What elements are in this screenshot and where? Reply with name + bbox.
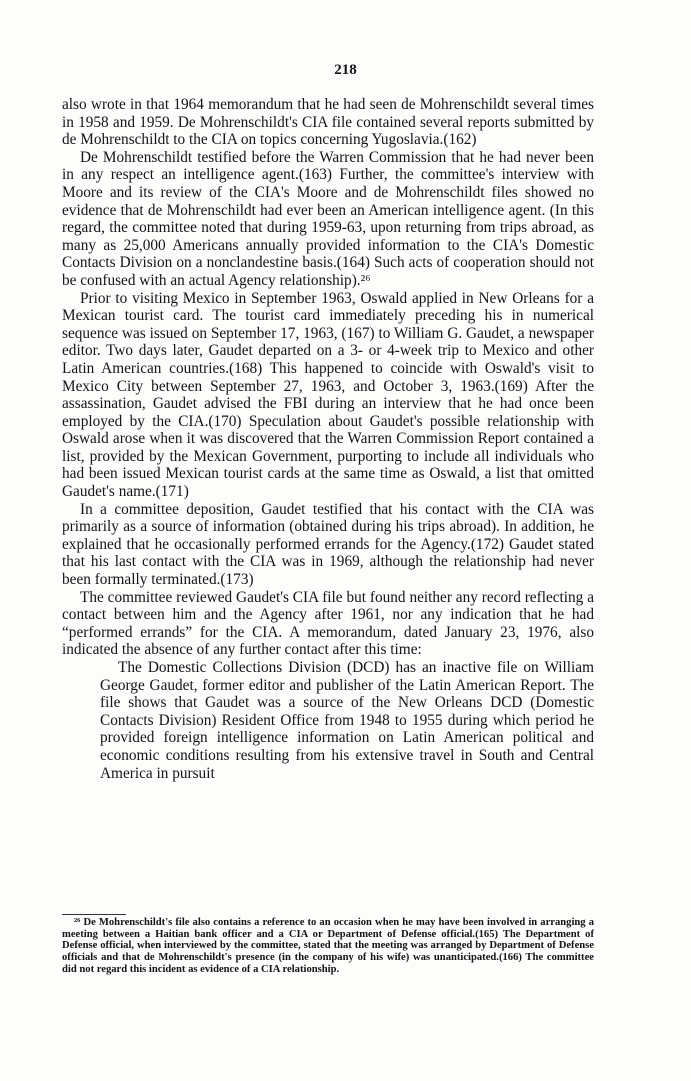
paragraph-5: The committee reviewed Gaudet's CIA file but found neither any record reflecting a contact between him and the Agency after 1961, nor any indication that he had “performed errands” for the CIA. A memorandum, dated January 23, 1976, also indicated the absence of any further contact after this time: bbox=[62, 588, 594, 659]
body-text bbox=[62, 96, 594, 782]
footnote-rule bbox=[62, 914, 126, 915]
blockquote bbox=[62, 659, 594, 782]
paragraph-4: In a committee deposition, Gaudet testified that his contact with the CIA was primarily as a source of information (obtained during his trips abroad). In addition, he explained that he occasionally performed errands for the Agency.(172) Gaudet stated that his last contact with the CIA was in 1969, although the relationship had never been formally terminated.(173) bbox=[62, 500, 594, 589]
paragraph-1: also wrote in that 1964 memorandum that he had seen de Mohrenschildt several times in 1958 and 1959. De Mohrenschildt's CIA file contained several reports submitted by de Mohrenschildt to the CIA on topics concerning Yugoslavia.(162) bbox=[62, 96, 594, 149]
footnote: ²⁶ De Mohrenschildt's file also contains a reference to an occasion when he may have been involved in arranging a meeting between a Haitian bank officer and a CIA or Department of Defense official.(165) The Department of Defense official, when interviewed by the committee, stated that the meeting was arranged by Department of Defense officials and that de Mohrenschildt's presence (in the company of his wife) was unanticipated.(166) The committee did not regard this incident as evidence of a CIA relationship. bbox=[62, 917, 594, 975]
page-number: 218 bbox=[334, 62, 357, 78]
paragraph-2: De Mohrenschildt testified before the Warren Commission that he had never been in any respect an intelligence agent.(163) Further, the committee's interview with Moore and its review of the CIA's Moore and de Mohrenschildt files showed no evidence that de Mohrenschildt had ever been an American intelligence agent. (In this regard, the committee noted that during 1959-63, upon returning from trips abroad, as many as 25,000 Americans annually provided information to the CIA's Domestic Contacts Division on a nonclandestine basis.(164) Such acts of cooperation should not be confused with an actual Agency relationship).²⁶ bbox=[62, 148, 594, 289]
blockquote-text: The Domestic Collections Division (DCD) has an inactive file on William George Gaudet, former editor and publisher of the Latin American Report. The file shows that Gaudet was a source of the New Orleans DCD (Domestic Contacts Division) Resident Office from 1948 to 1955 during which period he provided foreign intelligence information on Latin American political and economic conditions resulting from his extensive travel in South and Central America in pursuit bbox=[100, 659, 594, 782]
paragraph-3: Prior to visiting Mexico in September 1963, Oswald applied in New Orleans for a Mexican tourist card. The tourist card immediately preceding his in numerical sequence was issued on September 17, 1963, (167) to William G. Gaudet, a newspaper editor. Two days later, Gaudet departed on a 3- or 4-week trip to Mexico and other Latin American countries.(168) This happened to coincide with Oswald's visit to Mexico City between September 27, 1963, and October 3, 1963.(169) After the assassination, Gaudet advised the FBI during an interview that he had once been employed by the CIA.(170) Speculation about Gaudet's possible relationship with Oswald arose when it was discovered that the Warren Commission Report contained a list, provided by the Mexican Government, purporting to include all individuals who had been issued Mexican tourist cards at the same time as Oswald, a list that omitted Gaudet's name.(171) bbox=[62, 289, 594, 501]
